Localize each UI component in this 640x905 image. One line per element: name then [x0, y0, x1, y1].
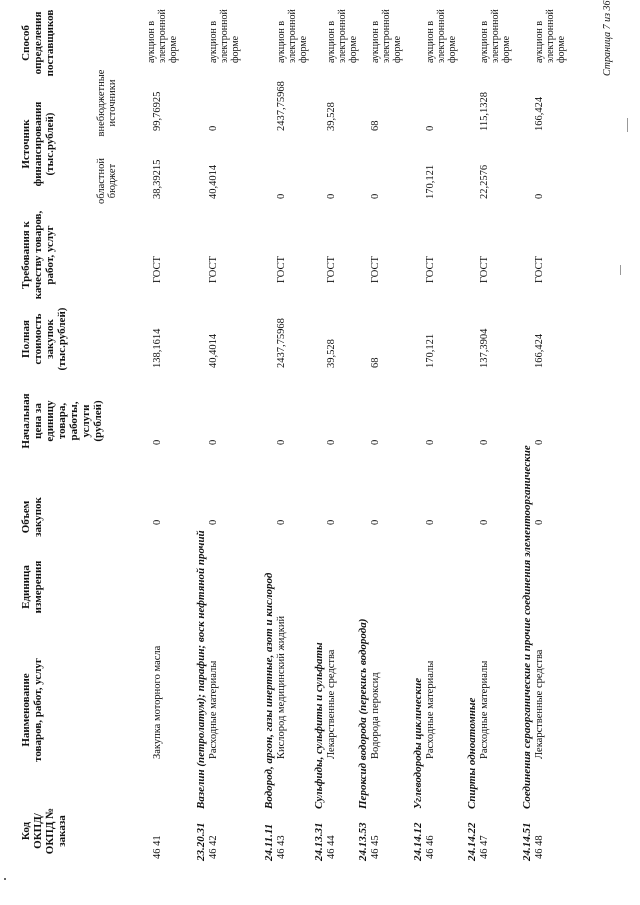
row-volume: 0: [152, 519, 163, 525]
row-volume: 0: [276, 519, 287, 525]
row-fin-regional: 22,2576: [479, 164, 490, 199]
header-code: Код ОКПД/ ОКПД № заказа: [20, 807, 68, 855]
row-total: 166,424: [534, 333, 545, 368]
group-code: 24.13.31: [313, 822, 325, 861]
row-fin-regional: 0: [276, 193, 287, 199]
row-fin-extra: 115,1328: [479, 92, 490, 131]
row-price: 0: [208, 439, 219, 445]
row-fin-extra: 166,424: [534, 96, 545, 131]
row-fin-extra: 39,528: [326, 102, 337, 131]
row-total: 2437,75968: [276, 318, 287, 368]
row-method: аукцион в электронной форме: [326, 9, 359, 63]
row-volume: 0: [534, 519, 545, 525]
header-total: Полная стоимость закупок (тыс.рублей): [20, 307, 68, 371]
header-fin-regional: областной бюджет: [96, 158, 118, 204]
row-method: аукцион в электронной форме: [208, 9, 241, 63]
row-method: аукцион в электронной форме: [425, 9, 458, 63]
row-volume: 0: [326, 519, 337, 525]
row-price: 0: [479, 439, 490, 445]
row-total: 39,528: [326, 339, 337, 368]
row-price: 0: [425, 439, 436, 445]
row-num: 46 44: [326, 835, 337, 859]
row-fin-extra: 0: [425, 125, 436, 131]
page-number: Страница 7 из 36: [602, 0, 613, 76]
header-method: Способ определения поставщиков: [20, 9, 56, 77]
header-name: Наименование товаров, работ, услуг: [20, 658, 44, 762]
row-name: Расходные материалы: [208, 660, 219, 759]
row-fin-extra: 99,76925: [152, 91, 163, 131]
group-code: 24.14.12: [412, 822, 424, 861]
row-fin-regional: 40,4014: [208, 164, 219, 199]
group-title: Сульфиды, сульфиты и сульфаты: [313, 642, 325, 809]
row-method: аукцион в электронной форме: [479, 9, 512, 63]
row-volume: 0: [425, 519, 436, 525]
group-title: Водород, аргон, газы инертные, азот и кислород: [263, 572, 275, 809]
row-fin-extra: 2437,75968: [276, 81, 287, 131]
row-num: 46 47: [479, 835, 490, 859]
row-fin-regional: 0: [326, 193, 337, 199]
row-num: 46 41: [152, 835, 163, 859]
group-code: 24.14.51: [521, 822, 533, 861]
row-price: 0: [370, 439, 381, 445]
row-method: аукцион в электронной форме: [276, 9, 309, 63]
row-volume: 0: [208, 519, 219, 525]
header-price: Начальная цена за единицу товара, работы, услуги (рублей): [20, 393, 104, 449]
row-method: аукцион в электронной форме: [146, 9, 179, 63]
row-method: аукцион в электронной форме: [534, 9, 567, 63]
row-name: Закупка моторного масла: [152, 645, 163, 759]
row-fin-extra: 0: [208, 125, 219, 131]
row-total: 137,3904: [479, 328, 490, 368]
row-price: 0: [152, 439, 163, 445]
group-code: 24.13.53: [357, 822, 369, 861]
row-num: 46 42: [208, 835, 219, 859]
header-volume: Объем закупок: [20, 497, 44, 537]
group-title: Углеводороды циклические: [412, 677, 424, 809]
row-quality: ГОСТ: [370, 256, 381, 283]
group-code: 23.20.31: [195, 822, 207, 861]
row-quality: ГОСТ: [208, 256, 219, 283]
row-fin-regional: 170,121: [425, 164, 436, 199]
row-volume: 0: [479, 519, 490, 525]
row-quality: ГОСТ: [276, 256, 287, 283]
row-total: 68: [370, 357, 381, 368]
row-price: 0: [326, 439, 337, 445]
row-volume: 0: [370, 519, 381, 525]
row-num: 46 43: [276, 835, 287, 859]
row-num: 46 45: [370, 835, 381, 859]
row-total: 170,121: [425, 333, 436, 368]
row-num: 46 46: [425, 835, 436, 859]
group-title: Пероксид водорода (перекись водорода): [357, 618, 369, 809]
row-total: 40,4014: [208, 333, 219, 368]
group-title: Спирты одноатомные: [466, 697, 478, 809]
row-name: Лекарственные средства: [534, 649, 545, 759]
header-quality: Требования к качеству товаров, работ, услуг: [20, 210, 56, 300]
row-quality: ГОСТ: [326, 256, 337, 283]
row-name: Кислород медицинский жидкий: [276, 615, 287, 759]
row-method: аукцион в электронной форме: [370, 9, 403, 63]
row-fin-regional: 0: [534, 193, 545, 199]
row-fin-extra: 68: [370, 120, 381, 131]
row-quality: ГОСТ: [479, 256, 490, 283]
group-title: Соединения сераорганические и прочие соединения элементоорганические: [521, 445, 533, 809]
row-quality: ГОСТ: [534, 256, 545, 283]
header-fin-extra: внебюджетные источники: [96, 69, 118, 137]
header-financing: Источник финансирования (тыс.рублей): [20, 101, 56, 187]
row-name: Расходные материалы: [479, 660, 490, 759]
row-quality: ГОСТ: [152, 256, 163, 283]
row-quality: ГОСТ: [425, 256, 436, 283]
row-name: Водорода пероксид: [370, 672, 381, 759]
row-price: 0: [534, 439, 545, 445]
row-fin-regional: 0: [370, 193, 381, 199]
row-total: 138,1614: [152, 328, 163, 368]
row-num: 46 48: [534, 835, 545, 859]
group-code: 24.14.22: [466, 822, 478, 861]
row-name: Лекарственные средства: [326, 649, 337, 759]
group-code: 24.11.11: [263, 823, 275, 861]
row-price: 0: [276, 439, 287, 445]
group-title: Вазелин (петролатум); парафин; воск нефтяной прочий: [195, 530, 207, 809]
row-name: Расходные материалы: [425, 660, 436, 759]
row-fin-regional: 38,39215: [152, 159, 163, 199]
header-unit: Единица измерения: [20, 560, 44, 614]
